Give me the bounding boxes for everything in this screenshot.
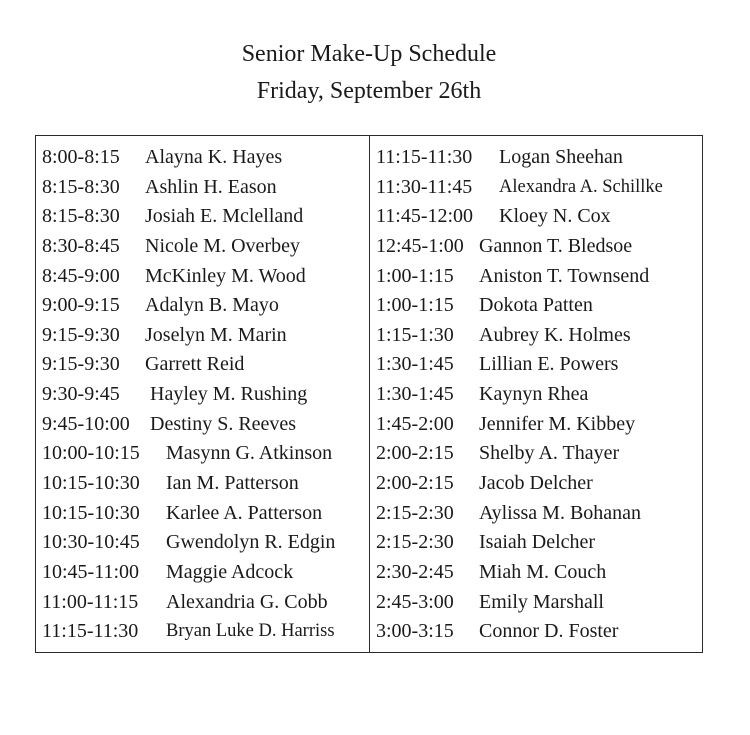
slot-time: 8:45-9:00 [42,264,120,287]
slot-time: 9:15-9:30 [42,353,120,376]
student-name: Connor D. Foster [479,620,619,643]
slot-time: 11:30-11:45 [376,175,473,198]
right-column [376,143,700,647]
student-name: Hayley M. Rushing [150,383,308,406]
schedule-row [42,321,367,351]
slot-time: 10:15-10:30 [42,472,140,495]
schedule-row [42,410,367,440]
student-name: Josiah E. Mclelland [145,205,304,228]
student-name: Ashlin H. Eason [145,175,277,198]
student-name: Alexandra A. Schillke [499,176,663,197]
student-name: Isaiah Delcher [479,531,596,554]
slot-time: 1:00-1:15 [376,264,454,287]
schedule-row [42,202,367,232]
slot-time: 8:15-8:30 [42,205,120,228]
schedule-row [42,617,367,647]
student-name: Dokota Patten [479,294,593,317]
schedule-table [35,135,703,653]
schedule-row [42,469,367,499]
schedule-row [42,528,367,558]
page-subtitle: Friday, September 26th [256,78,482,104]
slot-time: 9:00-9:15 [42,294,120,317]
student-name: Masynn G. Atkinson [166,442,333,465]
student-name: Maggie Adcock [166,560,294,583]
schedule-row [42,232,367,262]
schedule-row [376,173,700,203]
student-name: Nicole M. Overbey [145,234,300,257]
slot-time: 1:30-1:45 [376,353,454,376]
slot-time: 2:15-2:30 [376,531,454,554]
student-name: Karlee A. Patterson [166,501,323,524]
student-name: Miah M. Couch [479,560,607,583]
schedule-header [0,36,738,110]
schedule-row [376,262,700,292]
slot-time: 9:15-9:30 [42,323,120,346]
schedule-row [376,291,700,321]
slot-time: 10:30-10:45 [42,531,140,554]
schedule-row [42,350,367,380]
slot-time: 9:45-10:00 [42,412,130,435]
student-name: Garrett Reid [145,353,245,376]
slot-time: 1:30-1:45 [376,383,454,406]
slot-time: 8:00-8:15 [42,146,120,168]
slot-time: 3:00-3:15 [376,620,454,643]
student-name: Jennifer M. Kibbey [479,412,636,435]
student-name: Lillian E. Powers [479,353,619,376]
student-name: Ian M. Patterson [166,472,299,495]
slot-time: 1:45-2:00 [376,412,454,435]
student-name: Alayna K. Hayes [145,146,283,168]
student-name: Joselyn M. Marin [145,323,287,346]
student-name: Jacob Delcher [479,472,593,495]
slot-time: 2:45-3:00 [376,590,454,613]
student-name: Kloey N. Cox [499,205,611,228]
slot-time: 2:15-2:30 [376,501,454,524]
slot-time: 11:15-11:30 [42,620,139,643]
student-name: Gwendolyn R. Edgin [166,531,336,554]
slot-time: 2:00-2:15 [376,442,454,465]
student-name: Alexandria G. Cobb [166,590,328,613]
schedule-row [376,380,700,410]
student-name: Destiny S. Reeves [150,412,297,435]
schedule-row [42,143,367,173]
schedule-row [376,321,700,351]
student-name: Gannon T. Bledsoe [479,234,633,257]
student-name: McKinley M. Wood [145,264,306,287]
schedule-row [376,617,700,647]
schedule-row [376,469,700,499]
schedule-row [376,588,700,618]
student-name: Emily Marshall [479,590,604,613]
slot-time: 10:45-11:00 [42,560,140,583]
slot-time: 9:30-9:45 [42,383,120,406]
slot-time: 2:00-2:15 [376,472,454,495]
student-name: Adalyn B. Mayo [145,294,279,317]
schedule-row [42,173,367,203]
slot-time: 11:45-12:00 [376,205,474,228]
schedule-row [42,380,367,410]
slot-time: 8:30-8:45 [42,234,120,257]
schedule-row [376,528,700,558]
schedule-row [42,291,367,321]
slot-time: 2:30-2:45 [376,560,454,583]
student-name: Logan Sheehan [499,146,623,168]
schedule-row [42,262,367,292]
schedule-row [42,439,367,469]
schedule-row [376,202,700,232]
slot-time: 8:15-8:30 [42,175,120,198]
slot-time: 10:00-10:15 [42,442,140,465]
schedule-row [376,350,700,380]
slot-time: 1:15-1:30 [376,323,454,346]
column-divider [369,136,370,652]
schedule-row [376,558,700,588]
slot-time: 1:00-1:15 [376,294,454,317]
student-name: Aubrey K. Holmes [479,323,631,346]
schedule-row [42,588,367,618]
schedule-row [376,143,700,173]
schedule-row [376,232,700,262]
page-title: Senior Make-Up Schedule [241,41,497,67]
student-name: Aniston T. Townsend [479,264,650,287]
slot-time: 10:15-10:30 [42,501,140,524]
student-name: Shelby A. Thayer [479,442,620,465]
schedule-row [376,410,700,440]
left-column [42,143,367,647]
student-name: Aylissa M. Bohanan [479,501,642,524]
slot-time: 12:45-1:00 [376,234,464,257]
schedule-row [376,499,700,529]
slot-time: 11:15-11:30 [376,146,473,168]
schedule-row [376,439,700,469]
slot-time: 11:00-11:15 [42,590,139,613]
student-name: Bryan Luke D. Harriss [166,621,335,642]
schedule-row [42,499,367,529]
student-name: Kaynyn Rhea [479,383,589,406]
schedule-row [42,558,367,588]
